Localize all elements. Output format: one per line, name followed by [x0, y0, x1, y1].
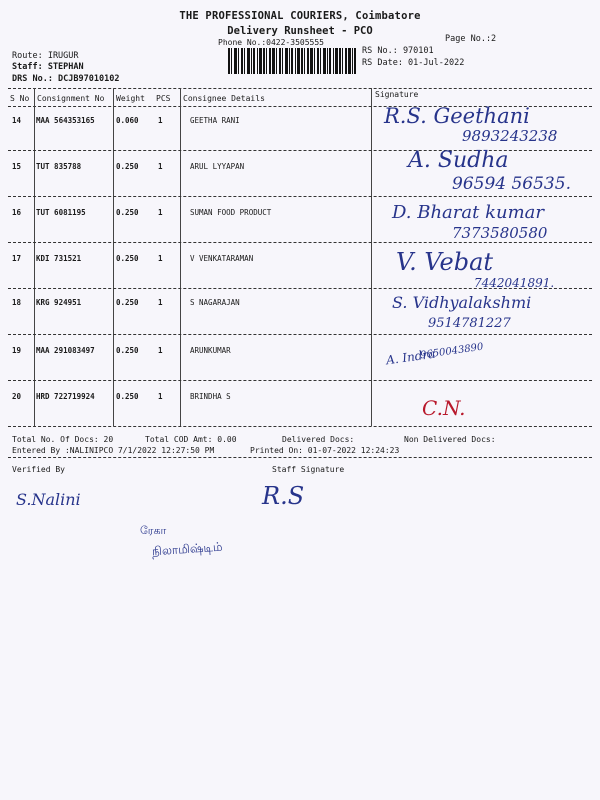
row-separator	[8, 242, 592, 243]
non-delivered-docs: Non Delivered Docs:	[404, 435, 496, 444]
row-signature-phone: 9514781227	[428, 316, 511, 331]
row-signature-phone: 7442041891.	[474, 276, 555, 290]
document-title: THE PROFESSIONAL COURIERS, Coimbatore	[179, 10, 421, 22]
row-signature-phone: 96594 56535.	[452, 174, 571, 194]
footer-rule	[8, 457, 592, 458]
row-consignee: ARUNKUMAR	[190, 346, 231, 355]
page-number: Page No.:2	[445, 34, 497, 44]
row-weight: 0.250	[116, 254, 139, 263]
row-weight: 0.250	[116, 392, 139, 401]
document-subtitle: Delivery Runsheet - PCO	[227, 25, 373, 37]
column-header-weight: Weight	[116, 94, 145, 103]
rs-number: RS No.: 970101	[362, 46, 434, 56]
row-signature: A. Indra	[385, 346, 437, 368]
phone-number: Phone No.:0422-3505555	[218, 38, 324, 47]
row-pcs: 1	[158, 254, 163, 263]
entered-by: Entered By :NALINIPCO 7/1/2022 12:27:50 PM	[12, 446, 215, 455]
row-weight: 0.250	[116, 298, 139, 307]
row-consignee: S NAGARAJAN	[190, 298, 240, 307]
column-header-sno: S No	[10, 94, 30, 103]
row-consignment: MAA 564353165	[36, 116, 95, 125]
row-separator	[8, 334, 592, 335]
row-consignment: TUT 6081195	[36, 208, 86, 217]
row-signature: V. Vebat	[396, 248, 494, 276]
row-consignee: BRINDHA S	[190, 392, 231, 401]
row-signature-phone: 9893243238	[462, 127, 558, 145]
row-consignee: ARUL LYYAPAN	[190, 162, 245, 171]
staff-signature: R.S	[262, 482, 305, 510]
total-cod-amount: Total COD Amt: 0.00	[145, 435, 237, 444]
table-bottom-rule	[8, 426, 592, 427]
delivered-docs: Delivered Docs:	[282, 435, 355, 444]
row-sno: 20	[12, 392, 22, 401]
row-consignee: GEETHA RANI	[190, 116, 240, 125]
row-sno: 18	[12, 298, 22, 307]
row-sno: 14	[12, 116, 22, 125]
row-consignment: KRG 924951	[36, 298, 82, 307]
column-header-signature: Signature	[375, 90, 419, 99]
column-divider	[371, 88, 372, 426]
row-consignee: SUMAN FOOD PRODUCT	[190, 208, 272, 217]
total-docs: Total No. Of Docs: 20	[12, 435, 114, 444]
verifier-signature: S.Nalini	[16, 490, 81, 509]
row-pcs: 1	[158, 116, 163, 125]
rs-date: RS Date: 01-Jul-2022	[362, 58, 465, 68]
row-weight: 0.250	[116, 346, 139, 355]
row-signature: C.N.	[422, 396, 466, 420]
verified-by-label: Verified By	[12, 465, 65, 474]
column-header-consignment: Consignment No	[37, 94, 105, 103]
row-consignee: V VENKATARAMAN	[190, 254, 254, 263]
column-divider	[113, 88, 114, 426]
row-sno: 17	[12, 254, 22, 263]
row-weight: 0.060	[116, 116, 139, 125]
row-consignment: KDI 731521	[36, 254, 82, 263]
row-signature: D. Bharat kumar	[392, 202, 544, 223]
row-separator	[8, 380, 592, 381]
additional-signature: நிலாமிஷ்டிம்	[151, 539, 223, 559]
staff-signature-label: Staff Signature	[272, 465, 345, 474]
row-pcs: 1	[158, 162, 163, 171]
route: Route: IRUGUR	[12, 51, 79, 61]
row-consignment: TUT 835788	[36, 162, 82, 171]
row-sno: 15	[12, 162, 22, 171]
staff: Staff: STEPHAN	[12, 62, 84, 72]
column-header-consignee: Consignee Details	[183, 94, 265, 103]
row-signature-phone: 9650043890	[419, 341, 485, 362]
row-pcs: 1	[158, 346, 163, 355]
row-consignment: MAA 291083497	[36, 346, 95, 355]
row-sno: 16	[12, 208, 22, 217]
row-separator	[8, 196, 592, 197]
row-consignment: HRD 722719924	[36, 392, 95, 401]
row-pcs: 1	[158, 298, 163, 307]
column-header-pcs: PCS	[156, 94, 171, 103]
drs-number: DRS No.: DCJB97010102	[12, 74, 120, 84]
row-pcs: 1	[158, 208, 163, 217]
row-sno: 19	[12, 346, 22, 355]
column-divider	[34, 88, 35, 426]
row-signature: S. Vidhyalakshmi	[392, 293, 532, 312]
barcode	[228, 48, 356, 74]
row-weight: 0.250	[116, 162, 139, 171]
row-signature: A. Sudha	[408, 148, 509, 173]
row-weight: 0.250	[116, 208, 139, 217]
row-pcs: 1	[158, 392, 163, 401]
additional-signature: ரேகா	[140, 524, 167, 537]
row-signature-phone: 7373580580	[452, 224, 548, 242]
column-divider	[180, 88, 181, 426]
table-top-rule	[8, 88, 592, 89]
printed-on: Printed On: 01-07-2022 12:24:23	[250, 446, 400, 455]
row-signature: R.S. Geethani	[384, 104, 530, 128]
